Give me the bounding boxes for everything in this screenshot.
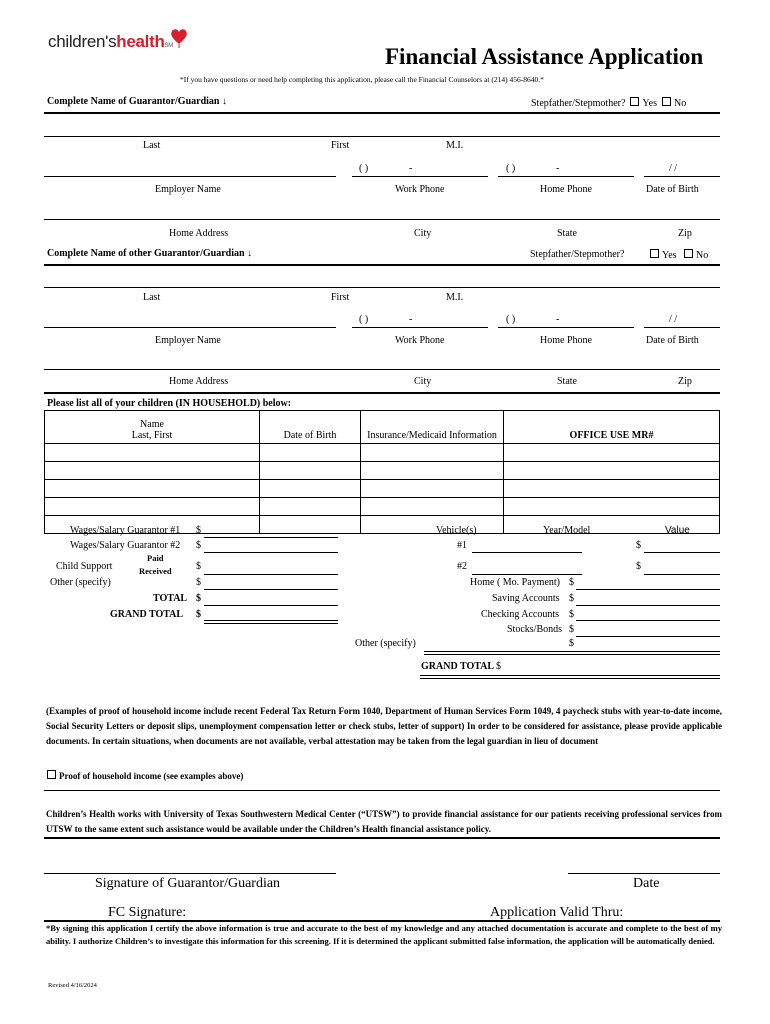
g1-stepparent-no-checkbox[interactable]: No <box>659 98 686 109</box>
g1-mi-label: M.I. <box>446 140 464 151</box>
dollar-sign: $ <box>569 577 574 588</box>
vehicle2-label: #2 <box>457 561 467 572</box>
g2-stepparent-label: Stepfather/Stepmother? <box>530 249 625 260</box>
saving-accounts-label: Saving Accounts <box>492 593 560 604</box>
vehicle2-model-line[interactable] <box>472 574 582 575</box>
income-proof-examples: (Examples of proof of household income include recent Federal Tax Return Form 1040, Department of Human Services Form 1049, 4 paycheck stubs with year-to-date income, Social Security Letters or deposit slips, unemployment compensation letter or check stubs, letter of support) In order to be considered for assistance, please provide applicable documents. In certain situations, when documents are not available, verbal attestation may be taken from the legal guardian in lieu of document <box>46 706 722 746</box>
g2-state-label: State <box>557 376 577 387</box>
grand-total-double-line <box>204 623 338 624</box>
col-name-line1: Name <box>140 419 164 430</box>
fc-signature-label: FC Signature: <box>108 905 187 920</box>
col-insurance: Insurance/Medicaid Information <box>361 411 504 444</box>
other-assets-double-line <box>424 654 720 655</box>
page-title: Financial Assistance Application <box>385 44 704 69</box>
revised-date: Revised 4/16/2024 <box>48 982 97 989</box>
assets-grand-total-double-line <box>420 678 720 679</box>
g1-state-label: State <box>557 228 577 239</box>
g1-name-line[interactable] <box>44 136 720 137</box>
dollar-sign: $ <box>196 577 201 588</box>
g2-dob-label: Date of Birth <box>646 335 699 346</box>
dollar-sign: $ <box>196 540 201 551</box>
g1-dob-slashes: / / <box>669 163 678 174</box>
dollar-sign: $ <box>196 593 201 604</box>
vehicle1-label: #1 <box>457 540 467 551</box>
g1-dob-line[interactable] <box>644 176 720 177</box>
divider <box>44 392 720 394</box>
col-name-line2: Last, First <box>131 430 173 441</box>
dollar-sign: $ <box>569 609 574 620</box>
col-dob: Date of Birth <box>260 411 361 444</box>
g2-first-label: First <box>331 292 350 303</box>
g1-address-line[interactable] <box>44 219 720 220</box>
vehicles-label: Vehicle(s) <box>436 525 477 536</box>
grand-total-label: GRAND TOTAL <box>110 609 184 620</box>
g2-employer-line[interactable] <box>44 327 336 328</box>
g2-home-phone-dash: - <box>556 314 560 325</box>
utsw-statement: Children’s Health works with University of Texas Southwestern Medical Center (“UTSW”) to provide financial assistance for our patients receiving professional services from UTSW to the same extent such assistance would be available under the Children’s Health financial assistance policy. <box>46 809 722 834</box>
paid-label: Paid <box>147 553 164 563</box>
assets-grand-total-line[interactable] <box>420 675 720 676</box>
signature-date-label: Date <box>633 876 660 891</box>
grand-total-line[interactable] <box>204 620 338 621</box>
wages1-line[interactable] <box>204 537 338 538</box>
dollar-sign: $ <box>569 638 574 649</box>
wages2-line[interactable] <box>204 552 338 553</box>
divider <box>44 264 720 266</box>
g2-employer-label: Employer Name <box>155 335 221 346</box>
help-note: *If you have questions or need help completing this application, please call the Financial Counselors at (214) 456-8640.* <box>180 75 544 84</box>
other-assets-line[interactable] <box>424 651 720 652</box>
other-assets-label: Other (specify) <box>355 638 416 649</box>
g1-employer-label: Employer Name <box>155 184 221 195</box>
guardian-signature-label: Signature of Guarantor/Guardian <box>95 876 281 891</box>
other-income-line[interactable] <box>204 589 338 590</box>
stocks-bonds-line[interactable] <box>576 636 720 637</box>
guardian1-heading: Complete Name of Guarantor/Guardian ↓ <box>47 96 227 107</box>
logo-text-childrens: children's <box>48 32 117 51</box>
g1-stepparent-yes-checkbox[interactable]: Yes <box>628 98 657 109</box>
year-model-label: Year/Model <box>543 525 591 536</box>
table-row[interactable] <box>45 498 720 516</box>
vehicle2-value-line[interactable] <box>644 574 720 575</box>
wages1-label: Wages/Salary Guarantor #1 <box>70 525 181 536</box>
vehicle1-model-line[interactable] <box>472 552 582 553</box>
application-valid-thru-label: Application Valid Thru: <box>490 905 624 920</box>
g1-home-phone-dash: - <box>556 163 560 174</box>
signature-date-line[interactable] <box>568 873 720 874</box>
g2-zip-label: Zip <box>678 376 692 387</box>
heart-balloon-icon <box>168 26 190 48</box>
g1-stepparent-label: Stepfather/Stepmother? <box>531 98 626 109</box>
children-table <box>44 410 720 534</box>
g1-home-phone-paren: ( ) <box>506 163 516 174</box>
vehicle1-value-line[interactable] <box>644 552 720 553</box>
saving-accounts-line[interactable] <box>576 605 720 606</box>
value-label: Value <box>665 525 690 536</box>
dollar-sign: $ <box>569 593 574 604</box>
g2-dob-slashes: / / <box>669 314 678 325</box>
g1-city-label: City <box>414 228 432 239</box>
assets-grand-total-label: GRAND TOTAL $ <box>421 661 502 672</box>
g2-home-phone-line[interactable] <box>498 327 634 328</box>
g2-city-label: City <box>414 376 432 387</box>
logo-tm: SM <box>164 43 173 49</box>
g2-address-line[interactable] <box>44 369 720 370</box>
g2-mi-label: M.I. <box>446 292 464 303</box>
dollar-sign: $ <box>196 525 201 536</box>
checking-accounts-line[interactable] <box>576 620 720 621</box>
certification-statement: *By signing this application I certify the above information is true and accurate to the best of my knowledge and any attached documentation is accurate and complete to the best of my ability. I authorize Children’s to investigate this information for this screening. If it is determined the applicant submitted false information, the application will be automatically denied. <box>46 923 722 946</box>
g2-dob-line[interactable] <box>644 327 720 328</box>
g2-work-phone-dash: - <box>409 314 413 325</box>
child-support-label: Child Support <box>56 561 113 572</box>
g1-dob-label: Date of Birth <box>646 184 699 195</box>
dollar-sign: $ <box>636 561 641 572</box>
guardian-signature-line[interactable] <box>44 873 336 874</box>
g2-home-address-label: Home Address <box>169 376 229 387</box>
home-payment-label: Home ( Mo. Payment) <box>470 577 560 588</box>
total-label: TOTAL <box>153 593 188 604</box>
g1-work-phone-paren: ( ) <box>359 163 369 174</box>
dollar-sign: $ <box>196 561 201 572</box>
other-income-label: Other (specify) <box>50 577 111 588</box>
g1-work-phone-label: Work Phone <box>395 184 445 195</box>
table-row[interactable] <box>45 444 720 462</box>
g1-home-address-label: Home Address <box>169 228 229 239</box>
col-name <box>45 411 260 444</box>
proof-income-checkbox[interactable]: Proof of household income (see examples above) <box>47 770 243 781</box>
dollar-sign: $ <box>636 540 641 551</box>
divider <box>44 837 720 839</box>
children-heading: Please list all of your children (IN HOUSEHOLD) below: <box>47 398 292 409</box>
dollar-sign: $ <box>569 624 574 635</box>
g1-zip-label: Zip <box>678 228 692 239</box>
g2-stepparent-no-checkbox[interactable]: No <box>684 249 708 261</box>
child-support-line[interactable] <box>204 574 338 575</box>
g1-home-phone-line[interactable] <box>498 176 634 177</box>
dollar-sign: $ <box>196 609 201 620</box>
g1-work-phone-line[interactable] <box>352 176 488 177</box>
stocks-bonds-label: Stocks/Bonds <box>507 624 563 635</box>
childrens-health-logo <box>48 32 173 52</box>
g1-stepparent-question <box>531 97 686 109</box>
g1-work-phone-dash: - <box>409 163 413 174</box>
guardian2-heading: Complete Name of other Guarantor/Guardian ↓ <box>47 248 253 259</box>
g2-home-phone-paren: ( ) <box>506 314 516 325</box>
checking-accounts-label: Checking Accounts <box>481 609 560 620</box>
received-label: Received <box>139 566 172 576</box>
g1-home-phone-label: Home Phone <box>540 184 592 195</box>
divider <box>44 112 720 114</box>
g2-last-label: Last <box>143 292 161 303</box>
g2-work-phone-line[interactable] <box>352 327 488 328</box>
g1-last-label: Last <box>143 140 161 151</box>
table-row[interactable] <box>45 462 720 480</box>
children-table-header <box>45 411 720 444</box>
g2-name-line[interactable] <box>44 287 720 288</box>
wages2-label: Wages/Salary Guarantor #2 <box>70 540 181 551</box>
table-row[interactable] <box>45 480 720 498</box>
g1-employer-line[interactable] <box>44 176 336 177</box>
divider <box>44 790 720 791</box>
g2-work-phone-label: Work Phone <box>395 335 445 346</box>
logo-text-health: health <box>116 32 165 51</box>
home-payment-line[interactable] <box>576 589 720 590</box>
g2-home-phone-label: Home Phone <box>540 335 592 346</box>
col-office-use: OFFICE USE MR# <box>504 411 720 444</box>
g2-stepparent-yes-checkbox[interactable]: Yes <box>650 249 677 261</box>
g1-first-label: First <box>331 140 350 151</box>
total-line[interactable] <box>204 605 338 606</box>
g2-work-phone-paren: ( ) <box>359 314 369 325</box>
